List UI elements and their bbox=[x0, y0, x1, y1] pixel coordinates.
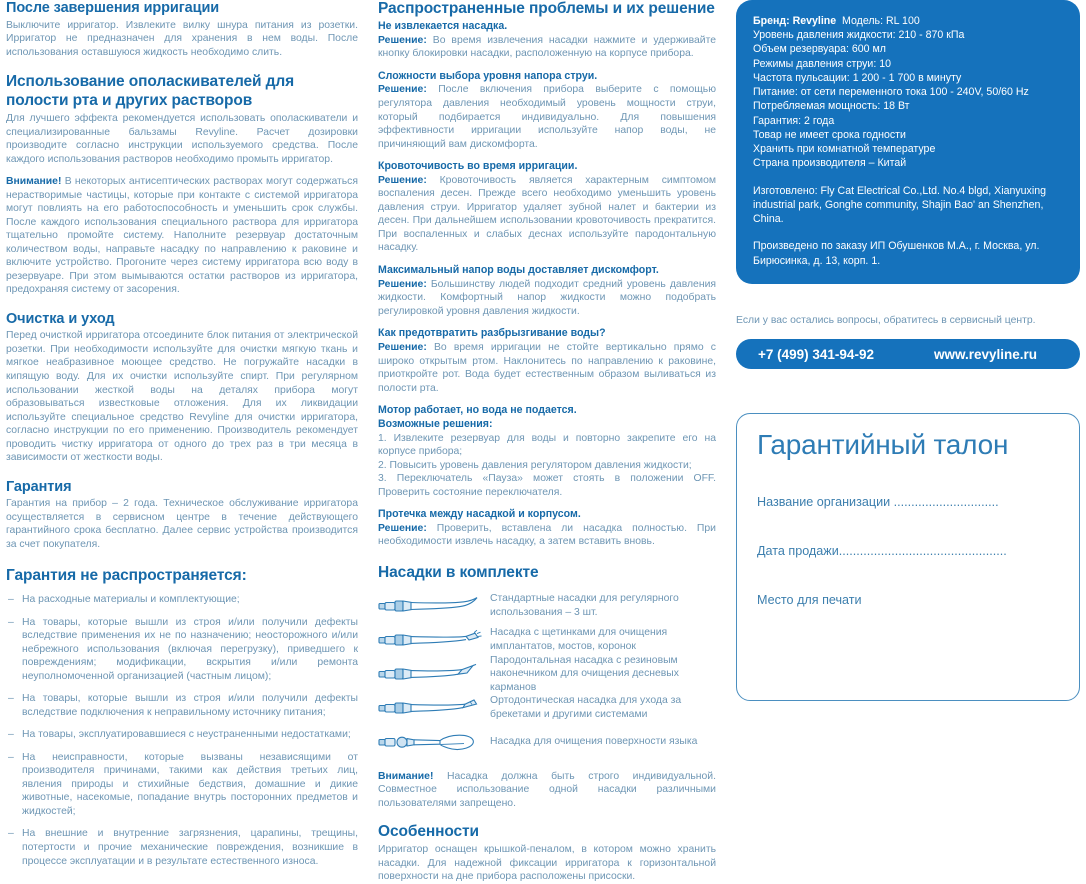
after-irrigation-text: Выключите ирригатор. Извлеките вилку шнура питания из розетки. Ирригатор не предназначен для хранения в нем воды. После использования оставшуюся жидкость необходимо слить. bbox=[6, 19, 358, 58]
spec-line: Частота пульсации: 1 200 - 1 700 в минуту bbox=[753, 71, 962, 84]
warranty-text: Гарантия на прибор – 2 года. Техническое обслуживание ирригатора осуществляется в сервисном центре в течение действующего гарантийного срока бесплатно. Далее сервис устройства производится за счет покупателя. bbox=[6, 498, 358, 550]
problem-block bbox=[378, 264, 716, 318]
solution-label: Решение: bbox=[378, 84, 427, 96]
spec-line: Страна производителя – Китай bbox=[753, 157, 907, 170]
list-item: – На товары, эксплуатировавшиеся с неустраненными недостатками; bbox=[6, 728, 358, 742]
motor-step: 3. Переключатель «Пауза» может стоять в положении OFF. Проверить состояние переключателя. bbox=[378, 473, 716, 498]
section-title-features: Особенности bbox=[378, 823, 479, 841]
leak-solution bbox=[378, 522, 716, 549]
problem-title: Кровоточивость во время ирригации. bbox=[378, 160, 578, 173]
left-column bbox=[6, 0, 358, 877]
warning-label: Внимание! bbox=[6, 176, 62, 188]
section-title-warranty: Гарантия bbox=[6, 478, 72, 495]
spec-line: Объем резервуара: 600 мл bbox=[753, 43, 886, 56]
section-title-problems: Распространенные проблемы и их решение bbox=[378, 0, 715, 17]
solution-text: Проверить, вставлена ли насадка полностью. При необходимости извлечь насадку, а затем вставить вновь. bbox=[378, 522, 716, 548]
spacer bbox=[753, 171, 1063, 184]
spec-line: Режимы давления струи: 10 bbox=[753, 57, 892, 70]
solution-text: Во время ирригации не стойте вертикально прямо с широко открытым ртом. Наклонитесь по направлению к раковине, приоткройте рот. Вода будет естественным образом выливаться из полости рта. bbox=[378, 341, 716, 394]
solution-label: Решение: bbox=[378, 278, 427, 290]
warranty-field-stamp-area: Место для печати bbox=[757, 593, 862, 608]
problem-solution bbox=[378, 341, 716, 395]
periodontal-nozzle-icon bbox=[378, 662, 490, 686]
motor-problem-title: Мотор работает, но вода не подается. bbox=[378, 404, 577, 417]
motor-problem-subtitle: Возможные решения: bbox=[378, 417, 493, 430]
ordered-by-text: Произведено по заказу ИП Обушенков М.А., г. Москва, ул. Бирюсинка, д. 13, корп. 1. bbox=[753, 240, 1040, 267]
problem-solution bbox=[378, 174, 716, 255]
contact-phone[interactable]: +7 (499) 341-94-92 bbox=[758, 346, 874, 362]
problem-solution bbox=[378, 34, 716, 61]
nozzle-warning bbox=[378, 770, 716, 811]
spec-model: Модель: RL 100 bbox=[842, 15, 920, 27]
section-title-cleaning: Очистка и уход bbox=[6, 310, 115, 327]
section-title-nozzles: Насадки в комплекте bbox=[378, 563, 539, 581]
solution-text: Во время извлечения насадки нажмите и удерживайте кнопку блокировки насадки, расположенную на корпусе прибора. bbox=[378, 34, 716, 60]
motor-step: 2. Повысить уровень давления регулятором давления жидкости; bbox=[378, 459, 692, 471]
spec-brand-line bbox=[753, 14, 1063, 28]
warning-label: Внимание! bbox=[378, 770, 434, 782]
motor-step: 1. Извлеките резервуар для воды и повторно закрепите его на корпусе прибора; bbox=[378, 432, 716, 458]
service-center-note: Если у вас остались вопросы, обратитесь в сервисный центр. bbox=[736, 314, 1036, 326]
problem-block bbox=[378, 70, 716, 151]
section-title-rinses: Использование ополаскивателей для полости рта и других растворов bbox=[6, 73, 295, 110]
solution-label: Решение: bbox=[378, 174, 427, 186]
contact-website-link[interactable]: www.revyline.ru bbox=[933, 346, 1038, 362]
spec-line: Товар не имеет срока годности bbox=[753, 128, 906, 141]
solution-label: Решение: bbox=[378, 34, 427, 46]
orthodontic-nozzle-icon bbox=[378, 696, 490, 720]
list-item bbox=[378, 654, 716, 693]
solution-label: Решение: bbox=[378, 522, 427, 534]
rinses-warning bbox=[6, 175, 358, 297]
list-item: – На товары, которые вышли из строя и/или получили дефекты вследствие применения их не по назначению; неосторожного и/или небрежного использования (включая перегрузку), приведшего к повреждениям; модификации, вскрытия и/или ремонта неуполномоченной организацией (частным лицом); bbox=[6, 616, 358, 684]
problem-title: Максимальный напор воды доставляет дискомфорт. bbox=[378, 263, 659, 276]
standard-nozzle-icon bbox=[378, 594, 490, 618]
section-title-exclusions: Гарантия не распространяется: bbox=[6, 567, 247, 585]
solution-label: Решение: bbox=[378, 341, 427, 353]
list-item bbox=[378, 691, 716, 725]
problem-block bbox=[378, 160, 716, 255]
spacer bbox=[753, 226, 1063, 239]
problem-solution bbox=[378, 278, 716, 319]
solution-text: Большинству людей подходит средний уровень давления жидкости. Комфортный напор жидкости можно подобрать регулировкой уровня давления жидкости. bbox=[378, 278, 716, 317]
nozzle-label: Насадка с щетинками для очищения имплантатов, мостов, коронок bbox=[490, 627, 668, 652]
problem-block bbox=[378, 327, 716, 395]
warranty-field-sale-date[interactable]: Дата продажи................................................ bbox=[757, 544, 1007, 559]
solution-text: После включения прибора выберите с помощью регулятора давления необходимый уровень мощности струи, который подбирается индивидуально. Для повышения эффективности ирригации используйте напор воды, не причиняющий вам дискомфорта. bbox=[378, 84, 716, 150]
manufactured-by-text: Изготовлено: Fly Cat Electrical Co.,Ltd. No.4 blgd, Xianyuxing industrial park, Gonghe community, Shajin Bao' an Shenzhen, China. bbox=[753, 184, 1046, 226]
spec-line: Потребляемая мощность: 18 Вт bbox=[753, 100, 910, 113]
list-item: – На товары, которые вышли из строя и/или получили дефекты вследствие подключения к неправильному источнику питания; bbox=[6, 692, 358, 719]
tongue-cleaner-nozzle-icon bbox=[378, 728, 490, 756]
specifications-box bbox=[736, 0, 1080, 284]
right-column bbox=[736, 0, 1080, 701]
problem-title: Не извлекается насадка. bbox=[378, 19, 508, 32]
bristle-nozzle-icon bbox=[378, 628, 490, 652]
problem-block-leak bbox=[378, 508, 716, 549]
list-item: – На расходные материалы и комплектующие; bbox=[6, 593, 358, 607]
spec-line: Уровень давления жидкости: 210 - 870 кПа bbox=[753, 29, 965, 42]
features-text: Ирригатор оснащен крышкой-пеналом, в котором можно хранить насадки. Для надежной фиксации ирригатора к горизонтальной поверхности на дне прибора расположены присоски. bbox=[378, 844, 716, 883]
problem-block-motor bbox=[378, 404, 716, 499]
middle-column bbox=[378, 0, 716, 884]
nozzle-label: Пародонтальная насадка с резиновым наконечником для очищения десневых карманов bbox=[490, 654, 679, 693]
spec-line: Гарантия: 2 года bbox=[753, 114, 835, 127]
problem-title: Как предотвратить разбрызгивание воды? bbox=[378, 327, 606, 340]
cleaning-text: Перед очисткой ирригатора отсоедините блок питания от электрической розетки. При необходимости используйте для очистки мягкую ткань и мягкое неабразивное моющее средство. Не погружайте насадки в кипящую воду. Для их очистки используйте спирт. При регулярном использовании жесткой воды на деталях прибора могут образовываться известковые отложения. Для их ликвидации используйте специальное средство Revyline для очистки ирригатора, согласно инструкции по его применению. Производитель рекомендует проводить чистку ирригатора от одного до трех раз в три месяца в зависимости от жесткости воды. bbox=[6, 330, 358, 464]
list-item: – На неисправности, которые вызваны независящими от производителя причинами, такими как действия третьих лиц, явления природы и стихийные бедствия, домашние и дикие животные, насекомые, попадание внутрь посторонних предметов и жидкостей; bbox=[6, 751, 358, 819]
list-item bbox=[378, 725, 716, 759]
exclusions-list bbox=[6, 593, 358, 868]
section-title-after-irrigation: После завершения ирригации bbox=[6, 0, 220, 16]
nozzle-list bbox=[378, 589, 716, 759]
problem-block bbox=[378, 20, 716, 61]
warranty-card-title: Гарантийный талон bbox=[757, 429, 1009, 461]
warning-text: Насадка должна быть строго индивидуальной. Совместное использование одной насадки различными пользователями запрещено. bbox=[378, 770, 716, 809]
problem-title: Сложности выбора уровня напора струи. bbox=[378, 69, 598, 82]
nozzle-label: Стандартные насадки для регулярного использования – 3 шт. bbox=[490, 593, 679, 618]
warning-text: В некоторых антисептических растворах могут содержаться нерастворимые частицы, которые при контакте с системой ирригатора могут повлиять на его работоспособность и уменьшить срок службы. После каждого использования специального раствора для ирригатора тщательно промойте систему. Наполните резервуар достаточным количеством воды, направьте насадку по направлению к раковине и включите устройство. Прогоните через систему ирригатора всю воду в резервуаре. При этом вымываются остатки растворов из ирригатора, предохраняя систему от засорения. bbox=[6, 176, 358, 296]
warranty-field-organization[interactable]: Название организации .............................. bbox=[757, 495, 999, 510]
nozzle-label: Ортодонтическая насадка для ухода за брекетами и другими системами bbox=[490, 695, 682, 720]
list-item bbox=[378, 623, 716, 657]
list-item bbox=[378, 589, 716, 623]
leak-problem-title: Протечка между насадкой и корпусом. bbox=[378, 508, 581, 521]
spec-brand-label: Бренд: Revyline bbox=[753, 15, 837, 27]
rinses-text: Для лучшего эффекта рекомендуется использовать ополаскиватели и специализированные бальзамы Revyline. Расчет дозировки производите согласно инструкции используемого средства. После каждого использования растворов необходимо промыть ирригатор. bbox=[6, 113, 358, 165]
list-item: – На внешние и внутренние загрязнения, царапины, трещины, потертости и прочие механические повреждения, возникшие в процессе эксплуатации и в результате естественного износа. bbox=[6, 827, 358, 868]
warranty-card bbox=[736, 413, 1080, 701]
nozzle-label: Насадка для очищения поверхности языка bbox=[490, 736, 698, 748]
spec-line: Хранить при комнатной температуре bbox=[753, 143, 936, 156]
spec-line: Питание: от сети переменного тока 100 - 240V, 50/60 Hz bbox=[753, 86, 1029, 99]
solution-text: Кровоточивость является характерным симптомом воспаления десен. Прежде всего необходимо уменьшить уровень давления струи. Ирригатор удаляет зубной налет и бактерии из десен. При дальнейшем использовании кровоточивость прекратится. При воспаленных и слабых деснах используйте пародонтальную насадку. bbox=[378, 174, 716, 254]
problem-solution bbox=[378, 83, 716, 151]
contact-bar bbox=[736, 339, 1080, 369]
